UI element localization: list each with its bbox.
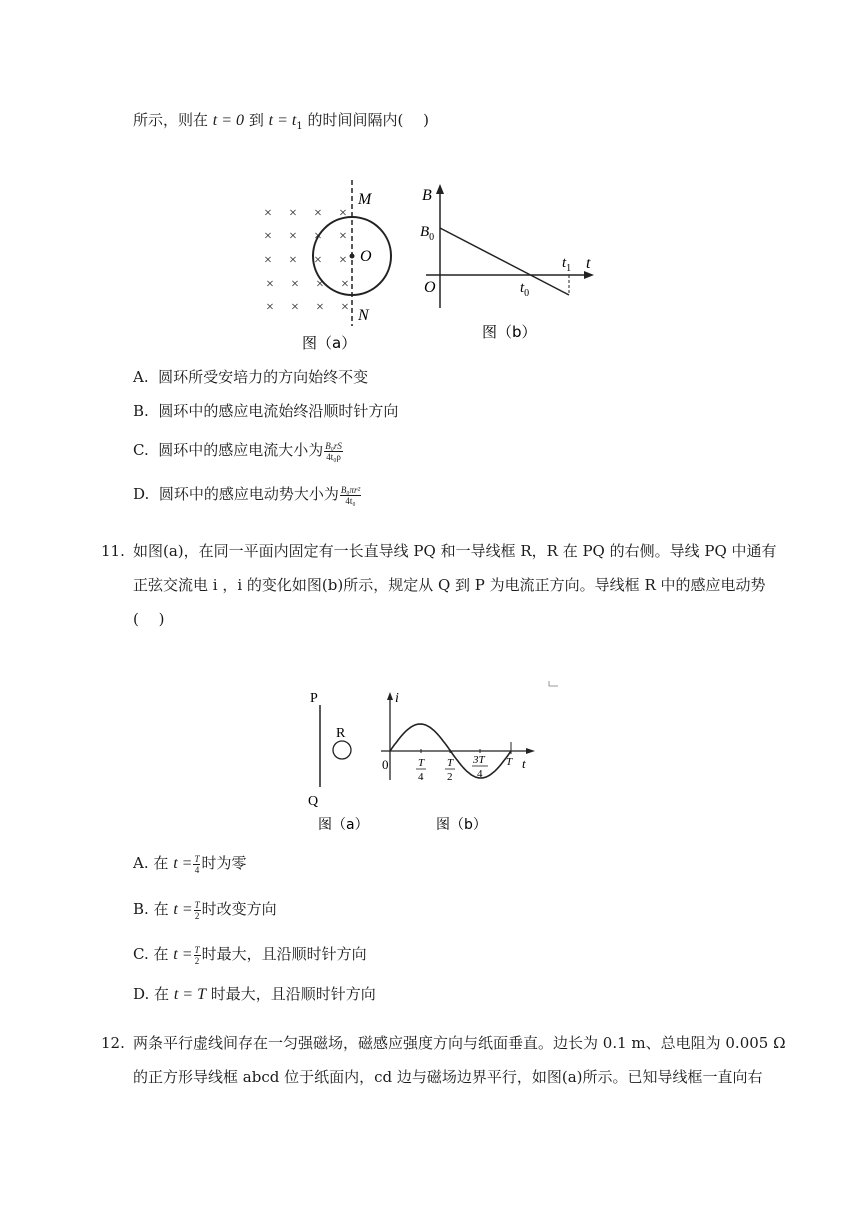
fraction-d: $\frac{\text{B₀πr²}}{\text{4t₀}}$ bbox=[340, 484, 361, 506]
loop-R bbox=[333, 741, 351, 759]
fraction-c: $\frac{T}{2}$ bbox=[194, 944, 200, 966]
x-arrow bbox=[526, 748, 535, 754]
q11-option-c[interactable]: C. 在 t = $\frac{T}{2}$ 时最大，且沿顺时针方向 bbox=[133, 944, 367, 966]
axis-label-t: t bbox=[522, 756, 526, 771]
field-cross: × bbox=[289, 206, 297, 221]
field-cross: × bbox=[314, 206, 322, 221]
svg-text:4: 4 bbox=[477, 768, 483, 780]
corner-mark bbox=[548, 680, 560, 688]
label-O: O bbox=[360, 248, 372, 265]
field-cross: × bbox=[289, 253, 297, 268]
caption-b: 图（b） bbox=[436, 817, 487, 833]
q10-stem: 所示，则在 t = 0 到 $t = t_1$ 的时间间隔内( ) bbox=[133, 111, 429, 132]
q12-line2: 的正方形导线框 abcd 位于纸面内，cd 边与磁场边界平行，如图(a)所示。已知导线框一直向右 bbox=[133, 1068, 763, 1086]
label-Q: Q bbox=[308, 794, 319, 809]
field-cross: × bbox=[316, 277, 324, 292]
label-P: P bbox=[310, 691, 318, 706]
field-cross: × bbox=[289, 229, 297, 244]
tick-label-T: T bbox=[506, 756, 513, 768]
label-t1: $t_1$ bbox=[562, 255, 572, 274]
q12-line1: 两条平行虚线间存在一匀强磁场，磁感应强度方向与纸面垂直。边长为 0.1 m、总电阻为 0.005 Ω bbox=[133, 1034, 786, 1052]
origin-O: O bbox=[424, 279, 436, 296]
svg-text:3T: 3T bbox=[473, 754, 485, 766]
field-cross: × bbox=[264, 229, 272, 244]
q11-line1: 如图(a)，在同一平面内固定有一长直导线 PQ 和一导线框 R，R 在 PQ 的右侧。导线 PQ 中通有 bbox=[133, 542, 777, 560]
field-cross: × bbox=[339, 206, 347, 221]
field-cross: × bbox=[339, 253, 347, 268]
label-M: M bbox=[358, 191, 372, 208]
field-cross: × bbox=[341, 300, 349, 315]
B-line bbox=[440, 228, 572, 295]
axis-label-i: i bbox=[395, 691, 399, 706]
field-cross: × bbox=[316, 300, 324, 315]
q10-figure-b bbox=[418, 180, 608, 345]
field-cross: × bbox=[291, 277, 299, 292]
q10-option-a[interactable]: A. 圆环所受安培力的方向始终不变 bbox=[133, 368, 369, 386]
field-cross: × bbox=[264, 206, 272, 221]
fraction-b: $\frac{T}{2}$ bbox=[194, 899, 200, 921]
center-point bbox=[350, 254, 355, 259]
axis-label-B: B bbox=[422, 187, 432, 204]
svg-text:2: 2 bbox=[447, 771, 453, 783]
svg-text:T: T bbox=[418, 757, 425, 769]
origin-0: 0 bbox=[382, 757, 389, 772]
q11-line3: ( ) bbox=[133, 610, 165, 628]
q11-line2: 正弦交流电 i ，i 的变化如图(b)所示，规定从 Q 到 P 为电流正方向。导线框 R 中的感应电动势 bbox=[133, 576, 766, 594]
field-cross: × bbox=[291, 300, 299, 315]
svg-text:4: 4 bbox=[418, 771, 424, 783]
y-arrow bbox=[387, 692, 393, 700]
q10-option-c[interactable]: C. 圆环中的感应电流大小为 $\frac{\text{B₀rS}}{\text{4t₀ρ}}$ bbox=[133, 440, 342, 462]
q11-option-b[interactable]: B. 在 t = $\frac{T}{2}$ 时改变方向 bbox=[133, 899, 277, 921]
y-arrow bbox=[436, 184, 444, 194]
label-B0: $B_0$ bbox=[420, 224, 435, 243]
magnetic-field-crosses bbox=[264, 206, 349, 315]
label-t0: $t_0$ bbox=[520, 280, 530, 299]
q10-figure-a bbox=[250, 180, 420, 355]
caption-a: 图（a） bbox=[318, 817, 369, 833]
q11-option-d[interactable]: D. 在 t = T 时最大，且沿顺时针方向 bbox=[133, 985, 376, 1003]
field-cross: × bbox=[264, 253, 272, 268]
x-arrow bbox=[584, 271, 594, 279]
q11-figure-b bbox=[378, 690, 543, 835]
field-cross: × bbox=[314, 253, 322, 268]
field-cross: × bbox=[266, 277, 274, 292]
q11-number: 11. bbox=[101, 542, 125, 560]
tick-label-T4 bbox=[416, 757, 426, 783]
q11-figure-a bbox=[300, 685, 380, 835]
tick-label-T2 bbox=[445, 757, 455, 783]
q10-option-b[interactable]: B. 圆环中的感应电流始终沿顺时针方向 bbox=[133, 402, 399, 420]
svg-text:T: T bbox=[447, 757, 454, 769]
field-cross: × bbox=[339, 229, 347, 244]
q11-option-a[interactable]: A. 在 t = $\frac{T}{4}$ 时为零 bbox=[133, 853, 247, 875]
caption-b: 图（b） bbox=[482, 323, 537, 341]
q12-number: 12. bbox=[101, 1034, 125, 1052]
q10-option-d[interactable]: D. 圆环中的感应电动势大小为 $\frac{\text{B₀πr²}}{\text{4t₀}}$ bbox=[133, 484, 361, 506]
label-N: N bbox=[358, 307, 369, 324]
field-cross: × bbox=[266, 300, 274, 315]
field-cross: × bbox=[341, 277, 349, 292]
caption-a: 图（a） bbox=[302, 334, 357, 352]
field-cross: × bbox=[314, 229, 322, 244]
fraction-c: $\frac{\text{B₀rS}}{\text{4t₀ρ}}$ bbox=[325, 440, 342, 462]
label-R: R bbox=[336, 726, 346, 741]
fraction-a: $\frac{T}{4}$ bbox=[194, 853, 200, 875]
axis-label-t: t bbox=[586, 255, 591, 272]
